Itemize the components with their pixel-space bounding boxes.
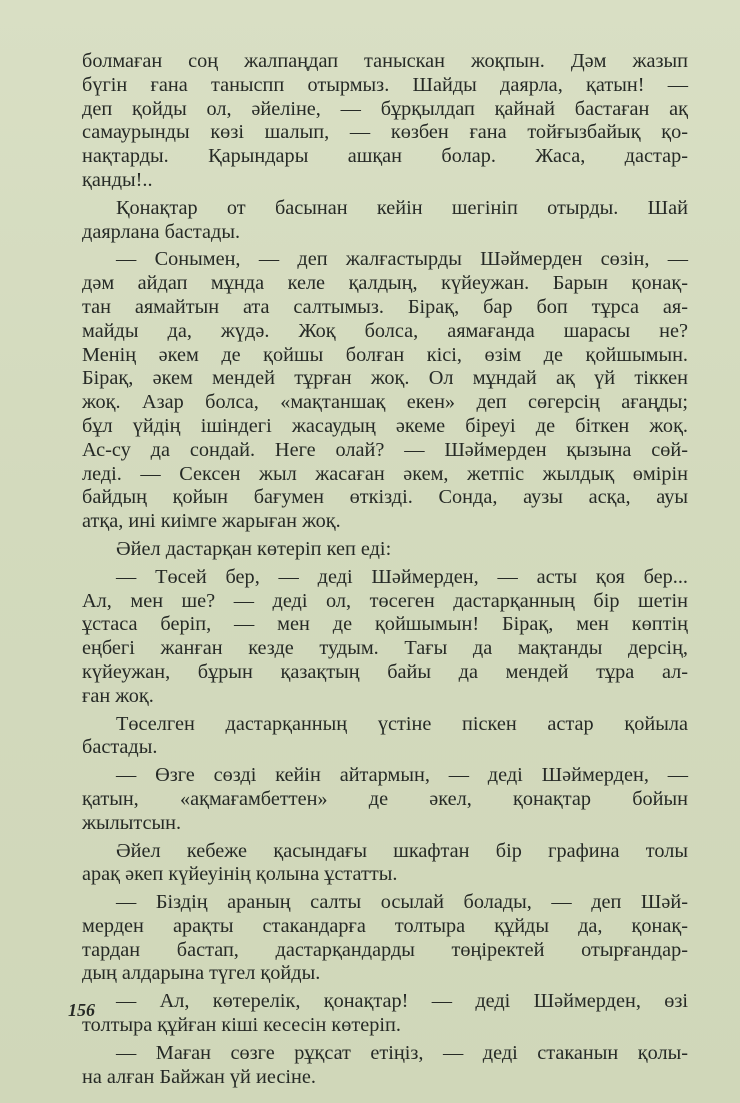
text-line: самаурынды көзі шалып, — көзбен ғана тойғызбайық қо- (82, 121, 688, 144)
text-line: байдың қойын бағумен өткізді. Сонда, аузы асқа, ауы (82, 486, 688, 509)
text-line: арақ әкеп күйеуінің қолына ұстатты. (82, 863, 398, 886)
text-line: Ал, мен ше? — деді ол, төсеген дастарқанның бір шетін (82, 589, 688, 612)
text-line: қанды!.. (82, 168, 153, 191)
text-line: атқа, ині киімге жарыған жоқ. (82, 510, 341, 533)
text-line: — Біздің араның салты осылай болады, — деп Шәй- (116, 891, 688, 914)
page-number: 156 (68, 1000, 95, 1020)
text-line: Менің әкем де қойшы болған кісі, өзім де қойшымын. (82, 343, 688, 366)
text-line: на алған Байжан үй иесіне. (82, 1065, 316, 1088)
text-line: Ас-су да сондай. Неге олай? — Шәймерден қызына сөй- (82, 438, 688, 461)
text-line: дың алдарына түгел қойды. (82, 962, 321, 985)
text-line: болмаған соң жалпаңдап таныскан жоқпын. Дәм жазып (82, 50, 688, 72)
text-line: даярлана бастады. (82, 220, 241, 243)
text-line: тан аямайтын ата салтымыз. Бірақ, бар боп тұрса ая- (82, 295, 688, 318)
text-line: бұл үйдің ішіндегі жасаудың әкеме біреуі де біткен жоқ. (82, 414, 688, 437)
text-line: дәм айдап мұнда келе қалдың, күйеужан. Барын қонақ- (82, 272, 688, 295)
text-line: жоқ. Азар болса, «мақтаншақ екен» деп сөгерсің ағаңды; (82, 391, 688, 414)
text-line: — Маған сөзге рұқсат етіңіз, — деді стаканын қолы- (116, 1041, 688, 1064)
text-line: Әйел дастарқан көтеріп кеп еді: (116, 537, 392, 560)
text-line: Әйел кебеже қасындағы шкафтан бір графина толы (116, 839, 688, 862)
text-line: бүгін ғана таныспп отырмыз. Шайды даярла, қатын! — (82, 73, 688, 96)
text-line: тардан бастап, дастарқандарды төңіректей отырғандар- (82, 938, 688, 961)
text-line: еңбегі жанған кезде тудым. Тағы да мақтанды дерсің, (82, 637, 688, 660)
text-line: күйеужан, бұрын қазақтың байы да мендей тұра ал- (82, 660, 688, 683)
text-line: — Ал, көтерелік, қонақтар! — деді Шәймерден, өзі (116, 990, 688, 1013)
text-line: нақтарды. Қарындары ашқан болар. Жаса, дастар- (82, 145, 688, 168)
text-line: Төселген дастарқанның үстіне піскен астар қойыла (116, 712, 688, 735)
text-line: майды да, жүдә. Жоқ болса, аямағанда шарасы не? (82, 319, 688, 342)
text-line: ған жоқ. (82, 684, 154, 707)
body-text (82, 50, 688, 1089)
text-line: бастады. (82, 736, 158, 759)
text-line: — Сонымен, — деп жалғастырды Шәймерден сөзін, — (116, 248, 688, 271)
text-line: Қонақтар от басынан кейін шегініп отырды. Шай (116, 196, 688, 219)
text-line: — Өзге сөзді кейін айтармын, — деді Шәймерден, — (116, 764, 688, 787)
text-line: Бірақ, әкем мендей тұрған жоқ. Ол мұндай ақ үй тіккен (82, 367, 688, 390)
text-line: — Төсей бер, — деді Шәймерден, — асты қоя бер... (116, 565, 688, 588)
text-line: ұстаса беріп, — мен де қойшымын! Бірақ, мен көптің (82, 613, 688, 636)
text-line: мерден арақты стакандарға толтыра құйды да, қонақ- (82, 914, 688, 937)
text-line: деп қойды ол, әйеліне, — бұрқылдап қайнай бастаған ақ (82, 97, 688, 120)
text-line: леді. — Сексен жыл жасаған әкем, жетпіс жылдық өмірін (82, 462, 688, 485)
text-line: толтыра құйған кіші кесесін көтеріп. (82, 1014, 401, 1037)
text-line: жылытсын. (82, 811, 182, 834)
text-line: қатын, «ақмағамбеттен» де әкел, қонақтар бойын (82, 787, 688, 810)
